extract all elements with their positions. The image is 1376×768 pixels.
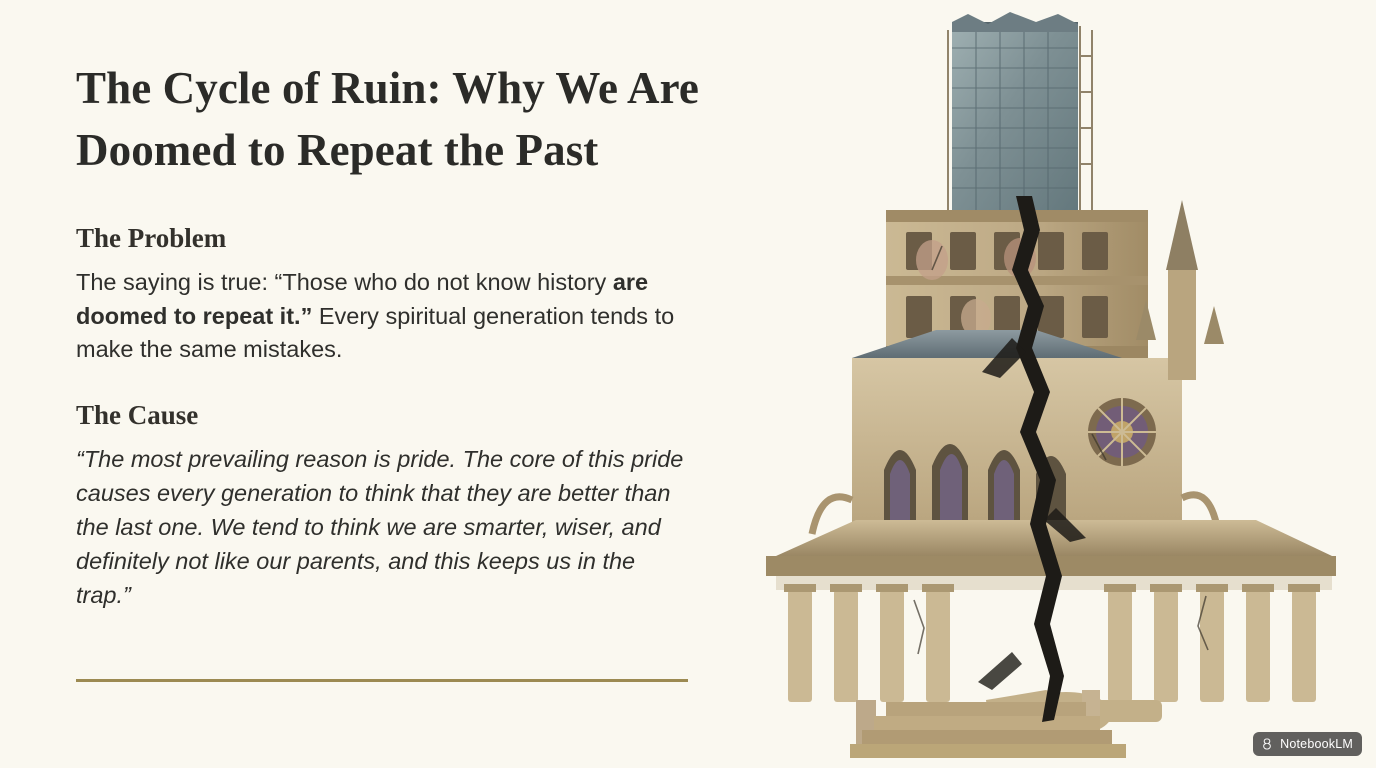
section-cause <box>76 400 716 612</box>
notebooklm-label: NotebookLM <box>1280 737 1353 751</box>
page-title: The Cycle of Ruin: Why We Are Doomed to Repeat the Past <box>76 63 699 175</box>
illustration-ruined-tower <box>736 0 1376 768</box>
section-heading-cause: The Cause <box>76 400 199 431</box>
problem-text-tail: Every spiritual generation tends to make the same mistakes. <box>76 302 675 362</box>
notebook-icon <box>1260 737 1274 751</box>
problem-text-emphasis: are doomed to repeat it.” <box>76 269 649 329</box>
problem-text-lead: The saying is true: “Those who do not know history <box>76 269 613 296</box>
section-heading-problem: The Problem <box>76 223 227 254</box>
illustration-modern-tower <box>948 12 1092 212</box>
divider-rule <box>76 679 688 682</box>
section-quote-cause: “The most prevailing reason is pride. The core of this pride causes every generation to think that they are better than the last one. We tend to think we are smarter, wiser, and definitely not like our parents, and this keeps us in the trap.” <box>76 446 684 608</box>
notebooklm-badge <box>1253 732 1362 756</box>
section-problem <box>76 223 716 366</box>
section-body-problem <box>76 266 706 366</box>
text-column <box>76 58 716 647</box>
